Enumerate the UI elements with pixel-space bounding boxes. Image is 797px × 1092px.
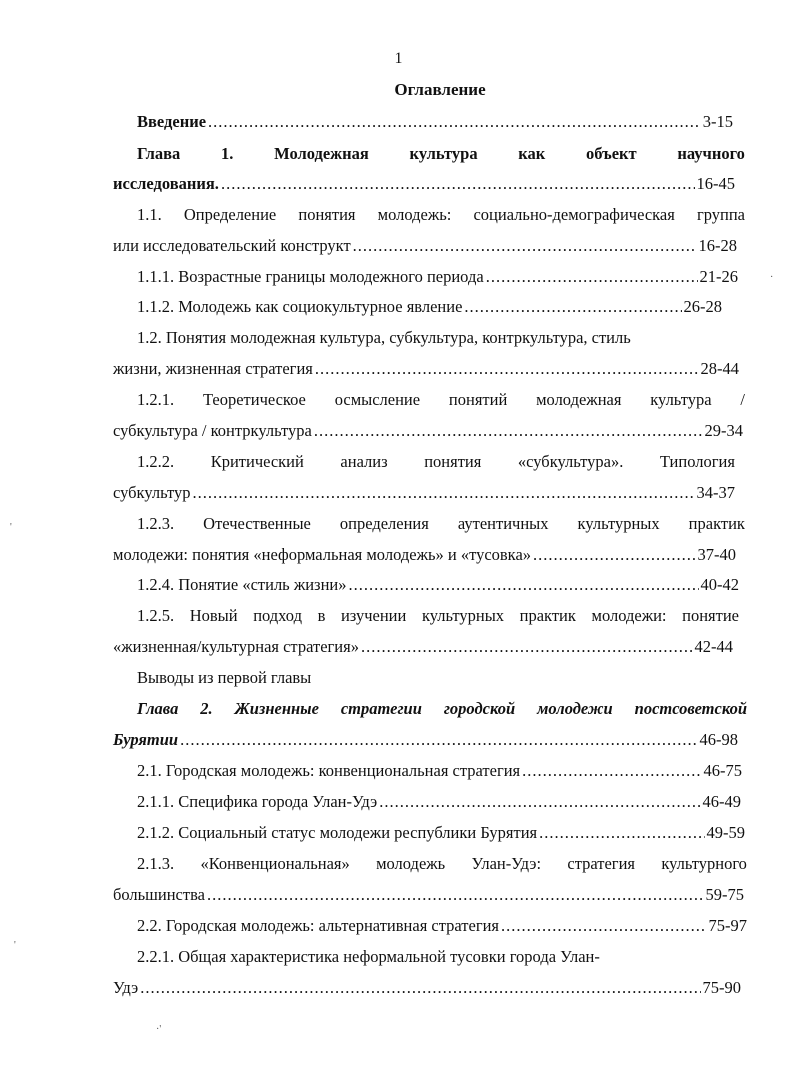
toc-entry-label: субкультур	[113, 483, 191, 502]
toc-word: стратегии	[340, 699, 422, 718]
toc-entry-1-2-2[interactable]	[137, 452, 735, 472]
leader-dots	[208, 112, 701, 132]
toc-entry-1-2-4[interactable]	[137, 575, 739, 595]
toc-entry-label: Бурятии	[113, 730, 179, 749]
toc-word: Глава	[137, 144, 181, 163]
leader-dots	[221, 174, 695, 194]
leader-dots	[533, 545, 695, 565]
leader-dots	[361, 637, 693, 657]
toc-entry-pages: 46-98	[699, 730, 738, 749]
toc-word: постсоветской	[634, 699, 747, 718]
toc-word: анализ	[340, 452, 388, 471]
toc-word: культурных	[577, 514, 660, 533]
toc-word: Молодежная	[274, 144, 369, 163]
toc-word: «субкультура».	[517, 452, 624, 471]
toc-entry-1-2-2-cont[interactable]	[113, 483, 735, 503]
toc-entry-1-2-cont[interactable]	[113, 359, 739, 379]
toc-word: Новый	[189, 606, 238, 625]
leader-dots	[353, 236, 697, 256]
toc-word: определения	[339, 514, 429, 533]
toc-entry-label: или исследовательский конструкт	[113, 236, 351, 255]
toc-entry-1-2-1[interactable]	[137, 390, 745, 410]
toc-entry-label: исследования.	[113, 174, 219, 193]
toc-entry-2-1[interactable]	[137, 761, 742, 781]
toc-word: /	[740, 390, 745, 409]
leader-dots	[348, 575, 698, 595]
toc-word: Отечественные	[203, 514, 311, 533]
toc-word: подход	[253, 606, 302, 625]
toc-word: в	[317, 606, 326, 625]
leader-dots	[379, 792, 700, 812]
page-number: 1	[394, 50, 403, 67]
toc-entry-label: 2.1.1. Специфика города Улан-Удэ	[137, 792, 378, 811]
toc-word: аутентичных	[457, 514, 549, 533]
toc-word: Типология	[659, 452, 735, 471]
toc-word: практик	[688, 514, 745, 533]
scan-speck: '	[10, 522, 12, 533]
toc-entry-pages: 40-42	[700, 575, 739, 594]
toc-entry-1-2-3-cont[interactable]	[113, 545, 736, 565]
toc-word: 1.2.3.	[137, 514, 175, 533]
toc-word: научного	[677, 144, 745, 163]
toc-word: 1.2.1.	[137, 390, 175, 409]
toc-word: 1.1.	[137, 205, 162, 224]
toc-word: понятий	[448, 390, 508, 409]
toc-entry-pages: 28-44	[700, 359, 739, 378]
toc-word: социально-демографическая	[473, 205, 675, 224]
toc-word: 1.	[221, 144, 234, 163]
leader-dots	[192, 483, 694, 503]
toc-entry-chapter-2[interactable]	[137, 699, 747, 719]
toc-entry-chapter-1[interactable]	[137, 144, 745, 164]
leader-dots	[140, 978, 700, 998]
toc-entry-label: субкультура / контркультура	[113, 421, 312, 440]
toc-entry-pages: 16-45	[696, 174, 735, 193]
toc-entry-pages: 26-28	[683, 297, 722, 316]
leader-dots	[539, 823, 704, 843]
toc-entry-label: 1.2.4. Понятие «стиль жизни»	[137, 575, 347, 594]
leader-dots	[464, 297, 681, 317]
toc-entry-label: 1.1.2. Молодежь как социокультурное явление	[137, 297, 463, 316]
leader-dots	[501, 916, 706, 936]
toc-entry-2-2[interactable]	[137, 916, 747, 936]
page-title: Оглавление	[394, 80, 486, 99]
leader-dots	[522, 761, 701, 781]
toc-entry-label: молодежи: понятия «неформальная молодежь» и «тусовка»	[113, 545, 532, 564]
toc-entry-pages: 16-28	[698, 236, 737, 255]
toc-word: «Конвенциональная»	[200, 854, 350, 873]
toc-word: 1.2.2.	[137, 452, 175, 471]
toc-word: Жизненные	[234, 699, 319, 718]
toc-entry-2-1-2[interactable]	[137, 823, 745, 843]
toc-entry-pages: 42-44	[694, 637, 733, 656]
toc-entry-label: Удэ	[113, 978, 139, 997]
toc-entry-pages: 46-49	[702, 792, 741, 811]
toc-entry-label: большинства	[113, 885, 205, 904]
toc-entry-pages: 46-75	[703, 761, 742, 780]
toc-word: осмысление	[334, 390, 421, 409]
scan-speck: '	[14, 940, 16, 951]
toc-entry-chapter-1-cont[interactable]	[113, 174, 735, 194]
toc-word: культура	[650, 390, 712, 409]
leader-dots	[207, 885, 704, 905]
toc-word: стратегия	[567, 854, 635, 873]
toc-entry-pages: 59-75	[705, 885, 744, 904]
toc-entry-1-2-5[interactable]	[137, 606, 739, 626]
toc-word: молодежь	[376, 854, 446, 873]
toc-entry-2-1-3-cont[interactable]	[113, 885, 744, 905]
toc-entry-1-2[interactable]: 1.2. Понятия молодежная культура, субкультура, контркультура, стиль	[137, 328, 631, 347]
toc-entry-pages: 34-37	[696, 483, 735, 502]
leader-dots	[315, 359, 699, 379]
scan-speck: ·	[770, 272, 774, 283]
toc-entry-2-1-3[interactable]	[137, 854, 747, 874]
toc-word: городской	[443, 699, 516, 718]
toc-entry-2-1-1[interactable]	[137, 792, 741, 812]
toc-entry-1-1-cont[interactable]	[113, 236, 737, 256]
toc-entry-label: 1.1.1. Возрастные границы молодежного периода	[137, 267, 484, 286]
toc-word: практик	[519, 606, 576, 625]
toc-word: изучении	[340, 606, 407, 625]
toc-word: Улан-Удэ:	[471, 854, 542, 873]
toc-word: Теоретическое	[202, 390, 306, 409]
toc-word: Критический	[210, 452, 304, 471]
toc-entry-pages: 3-15	[702, 112, 733, 131]
toc-word: группа	[696, 205, 745, 224]
toc-word: молодежь:	[377, 205, 452, 224]
toc-word: культурного	[661, 854, 747, 873]
toc-entry-2-2-1-cont[interactable]	[113, 978, 741, 998]
toc-entry-pages: 75-90	[702, 978, 741, 997]
toc-entry-1-1[interactable]	[137, 205, 745, 225]
toc-word: культурных	[421, 606, 505, 625]
toc-entry-label: жизни, жизненная стратегия	[113, 359, 313, 378]
leader-dots	[180, 730, 697, 750]
toc-entry-1-2-3[interactable]	[137, 514, 745, 534]
toc-entry-pages: 21-26	[699, 267, 738, 286]
toc-entry-label: Введение	[137, 112, 207, 131]
toc-entry-pages: 37-40	[697, 545, 736, 564]
toc-entry-label: «жизненная/культурная стратегия»	[113, 637, 359, 656]
toc-entry-1-2-5-cont[interactable]	[113, 637, 733, 657]
toc-entry-label: 2.2. Городская молодежь: альтернативная стратегия	[137, 916, 500, 935]
toc-word: молодежная	[536, 390, 622, 409]
toc-entry-1-2-1-cont[interactable]	[113, 421, 743, 441]
scan-speck: ·'	[156, 1024, 162, 1035]
toc-word: понятие	[682, 606, 739, 625]
toc-entry-pages: 75-97	[708, 916, 747, 935]
toc-word: культура	[409, 144, 478, 163]
toc-entry-chapter-2-cont[interactable]	[113, 730, 738, 750]
toc-word: понятия	[298, 205, 356, 224]
toc-entry-intro[interactable]	[137, 112, 733, 132]
toc-entry-1-1-1[interactable]	[137, 267, 738, 287]
toc-word: 1.2.5.	[137, 606, 175, 625]
toc-entry-pages: 29-34	[704, 421, 743, 440]
toc-word: объект	[586, 144, 637, 163]
toc-word: Глава	[137, 699, 179, 718]
toc-entry-label: 2.1. Городская молодежь: конвенциональная стратегия	[137, 761, 521, 780]
toc-entry-pages: 49-59	[706, 823, 745, 842]
toc-entry-2-2-1[interactable]: 2.2.1. Общая характеристика неформальной тусовки города Улан-	[137, 947, 600, 966]
toc-word: 2.	[200, 699, 213, 718]
leader-dots	[314, 421, 703, 441]
leader-dots	[486, 267, 698, 287]
toc-entry-1-1-2[interactable]	[137, 297, 722, 317]
toc-entry-label: 2.1.2. Социальный статус молодежи республики Бурятия	[137, 823, 538, 842]
toc-word: Определение	[183, 205, 277, 224]
toc-word: 2.1.3.	[137, 854, 175, 873]
toc-word: понятия	[424, 452, 482, 471]
toc-entry-conclusions-1[interactable]: Выводы из первой главы	[137, 668, 312, 687]
toc-word: молодежи:	[591, 606, 667, 625]
toc-word: молодежи	[537, 699, 613, 718]
toc-word: как	[518, 144, 546, 163]
